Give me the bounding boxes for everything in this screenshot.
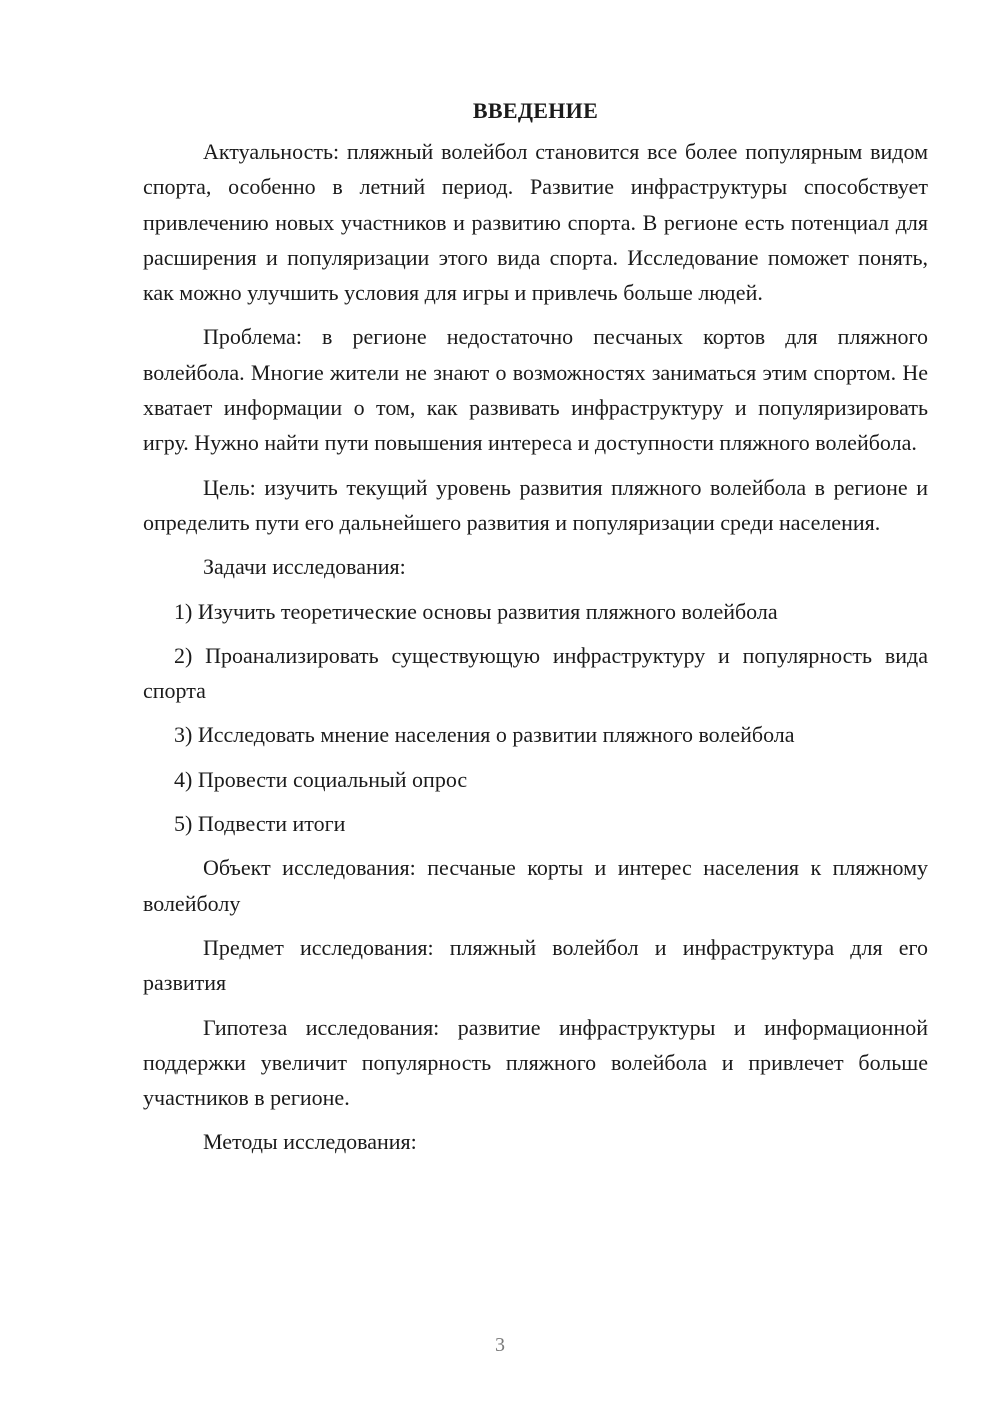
- task-item: 3) Исследовать мнение населения о развитии пляжного волейбола: [174, 722, 795, 748]
- task-item: 5) Подвести итоги: [174, 811, 346, 837]
- paragraph-hypothesis: Гипотеза исследования: развитие инфраструктуры и информационной поддержки увеличит популярность пляжного волейбола и привлечет больше участников в регионе.: [143, 1014, 928, 1111]
- paragraph-subject: Предмет исследования: пляжный волейбол и инфраструктура для его развития: [143, 934, 928, 996]
- task-item: 4) Провести социальный опрос: [174, 766, 468, 792]
- page-content: [143, 96, 928, 1169]
- page-number: 3: [495, 1334, 505, 1356]
- paragraph-object: Объект исследования: песчаные корты и интерес населения к пляжному волейболу: [143, 855, 928, 916]
- task-item: 1) Изучить теоретические основы развития пляжного волейбола: [174, 598, 778, 624]
- paragraph-relevance: Актуальность: пляжный волейбол становится все более популярным видом спорта, особенно в летний период. Развитие инфраструктуры способствует привлечению новых участников и развитию спорта. В регионе есть потенциал для расширения и популяризации этого вида спорта. Исследование поможет понять, как можно улучшить условия для игры и привлечь больше людей.: [143, 139, 928, 306]
- paragraph-problem: Проблема: в регионе недостаточно песчаных кортов для пляжного волейбола. Многие жители не знают о возможностях заниматься этим спортом. Не хватает информации о том, как развивать инфраструктуру и популяризировать игру. Нужно найти пути повышения интереса и доступности пляжного волейбола.: [143, 324, 928, 456]
- tasks-title: Задачи исследования:: [203, 554, 406, 580]
- task-item: 2) Проанализировать существующую инфраструктуру и популярность вида спорта: [143, 642, 928, 704]
- paragraph-goal: Цель: изучить текущий уровень развития пляжного волейбола в регионе и определить пути его дальнейшего развития и популяризации среди населения.: [143, 474, 928, 535]
- methods-title: Методы исследования:: [203, 1129, 417, 1155]
- section-heading: ВВЕДЕНИЕ: [472, 98, 599, 123]
